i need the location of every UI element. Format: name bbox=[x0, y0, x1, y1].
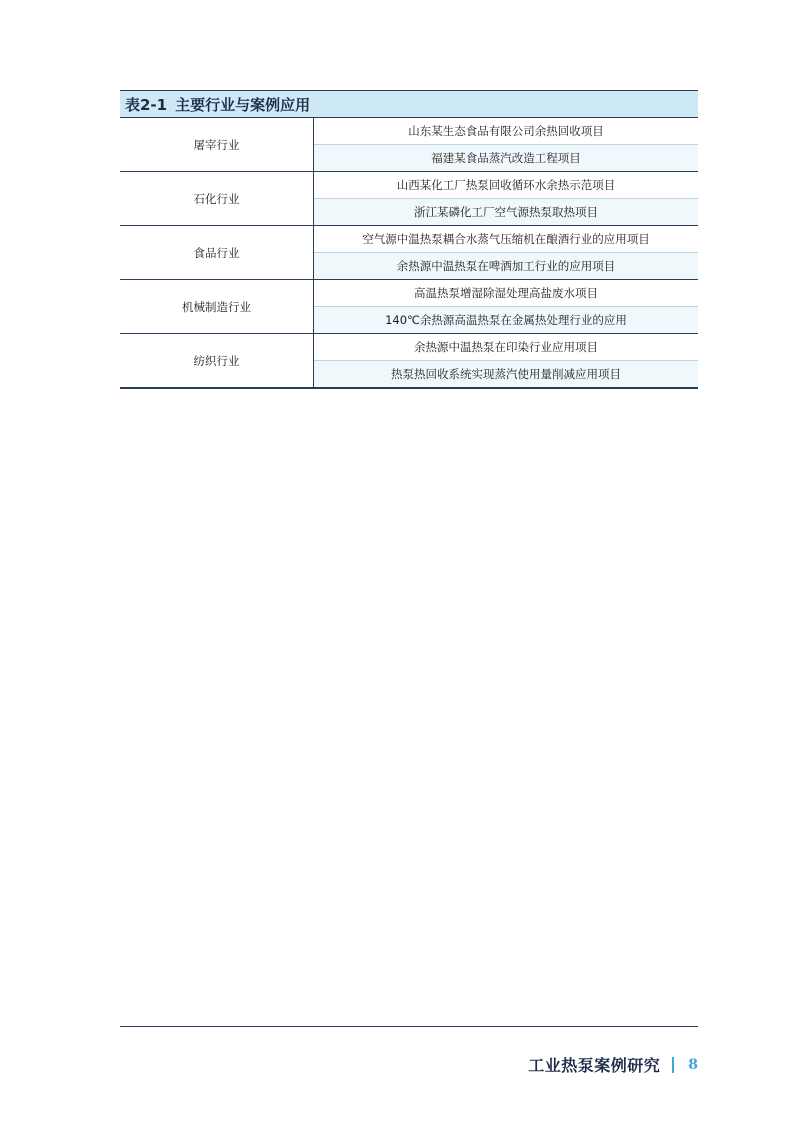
table-row bbox=[120, 280, 698, 307]
footer-title: 工业热泵案例研究 bbox=[528, 1056, 661, 1075]
industry-cell: 机械制造行业 bbox=[120, 280, 314, 334]
table-title: 主要行业与案例应用 bbox=[175, 95, 311, 114]
case-cell: 140℃余热源高温热泵在金属热处理行业的应用 bbox=[314, 307, 699, 334]
table-row bbox=[120, 334, 698, 361]
page-footer bbox=[528, 1053, 698, 1076]
case-cell: 空气源中温热泵耦合水蒸气压缩机在酿酒行业的应用项目 bbox=[314, 226, 699, 253]
case-cell: 山东某生态食品有限公司余热回收项目 bbox=[314, 118, 699, 145]
table-row bbox=[120, 172, 698, 199]
industry-cell: 屠宰行业 bbox=[120, 118, 314, 172]
page-number: 8 bbox=[688, 1056, 698, 1073]
case-cell: 山西某化工厂热泵回收循环水余热示范项目 bbox=[314, 172, 699, 199]
industry-cell: 纺织行业 bbox=[120, 334, 314, 389]
footer-divider bbox=[120, 1026, 698, 1027]
case-cell: 余热源中温热泵在印染行业应用项目 bbox=[314, 334, 699, 361]
table-number: 表2-1 bbox=[125, 95, 168, 114]
case-cell: 高温热泵增湿除湿处理高盐废水项目 bbox=[314, 280, 699, 307]
table-row bbox=[120, 226, 698, 253]
industry-cell: 石化行业 bbox=[120, 172, 314, 226]
case-cell: 浙江某磷化工厂空气源热泵取热项目 bbox=[314, 199, 699, 226]
table-body bbox=[120, 118, 698, 389]
case-cell: 福建某食品蒸汽改造工程项目 bbox=[314, 145, 699, 172]
case-cell: 余热源中温热泵在啤酒加工行业的应用项目 bbox=[314, 253, 699, 280]
footer-separator bbox=[672, 1057, 674, 1073]
industry-case-table bbox=[120, 90, 698, 389]
case-cell: 热泵热回收系统实现蒸汽使用量削减应用项目 bbox=[314, 361, 699, 389]
industry-cell: 食品行业 bbox=[120, 226, 314, 280]
table-caption bbox=[120, 90, 698, 118]
table-row bbox=[120, 118, 698, 145]
